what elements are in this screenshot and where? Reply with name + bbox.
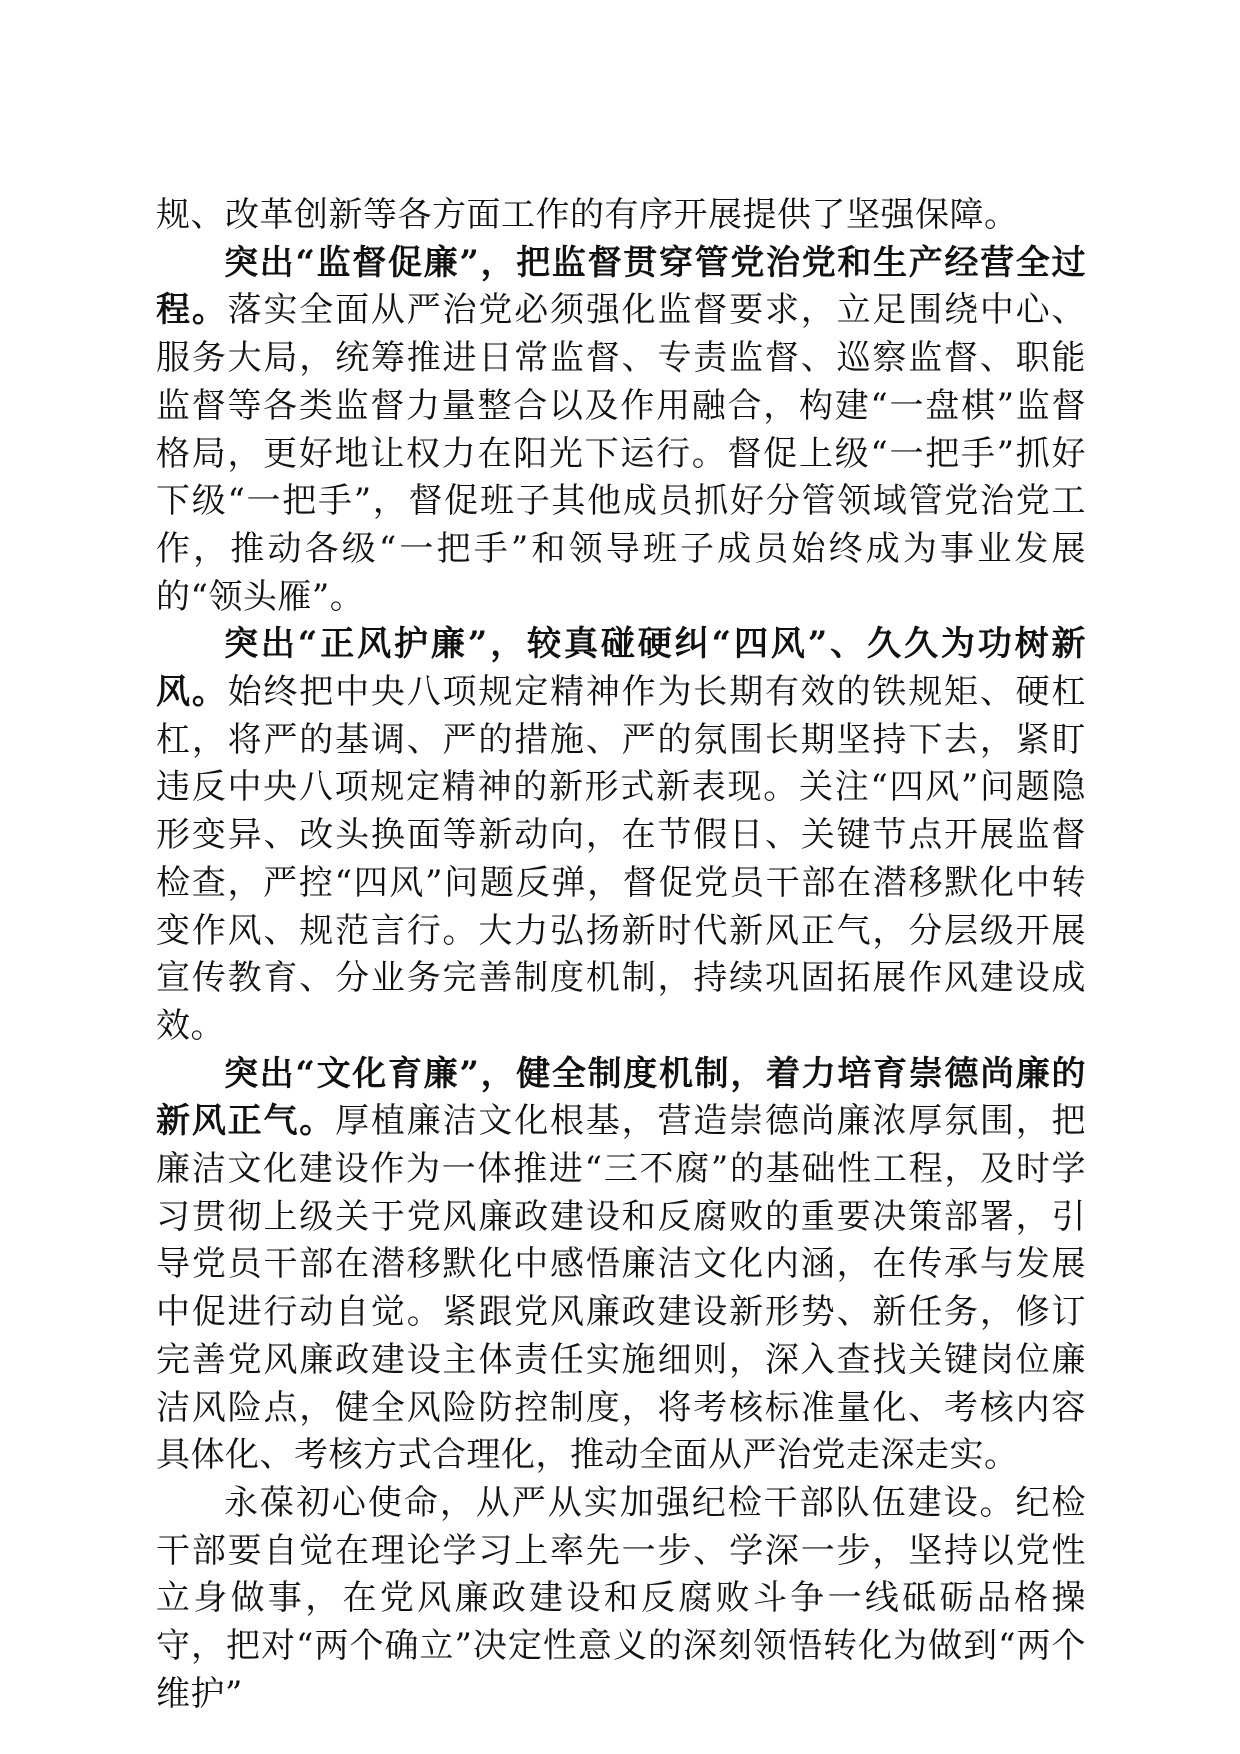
paragraph-supervision bbox=[156, 240, 1086, 622]
continuation-paragraph bbox=[156, 192, 1086, 240]
paragraph-heading: 突出“监督促廉”，把监督贯穿管党治党和生产经营全过程。 bbox=[156, 242, 1086, 331]
paragraph-heading: 突出“文化育廉”，健全制度机制，着力培育崇德尚廉的新风正气。 bbox=[156, 1053, 1086, 1142]
paragraph-conduct bbox=[156, 621, 1086, 1050]
paragraph-text: 永葆初心使命，从严从实加强纪检干部队伍建设。纪检干部要自觉在理论学习上率先一步、学深一步，坚持以党性立身做事，在党风廉政建设和反腐败斗争一线砥砺品格操守，把对“两个确立”决定性意义的深刻领悟转化为做到“两个维护” bbox=[156, 1482, 1086, 1714]
paragraph-text: 规、改革创新等各方面工作的有序开展提供了坚强保障。 bbox=[156, 195, 1019, 235]
paragraph-culture bbox=[156, 1051, 1086, 1480]
paragraph-text: 落实全面从严治党必须强化监督要求，立足围绕中心、服务大局，统筹推进日常监督、专责监督、巡察监督、职能监督等各类监督力量整合以及作用融合，构建“一盘棋”监督格局，更好地让权力在阳光下运行。督促上级“一把手”抓好下级“一把手”，督促班子其他成员抓好分管领域管党治党工作，推动各级“一把手”和领导班子成员始终成为事业发展的“领头雁”。 bbox=[156, 290, 1086, 617]
paragraph-heading: 突出“正风护廉”，较真碰硬纠“四风”、久久为功树新风。 bbox=[156, 624, 1086, 713]
document-body bbox=[156, 192, 1086, 1719]
paragraph-text: 始终把中央八项规定精神作为长期有效的铁规矩、硬杠杠，将严的基调、严的措施、严的氛围长期坚持下去，紧盯违反中央八项规定精神的新形式新表现。关注“四风”问题隐形变异、改头换面等新动向，在节假日、关键节点开展监督检查，严控“四风”问题反弹，督促党员干部在潜移默化中转变作风、规范言行。大力弘扬新时代新风正气，分层级开展宣传教育、分业务完善制度机制，持续巩固拓展作风建设成效。 bbox=[156, 672, 1086, 1046]
paragraph-text: 厚植廉洁文化根基，营造崇德尚廉浓厚氛围，把廉洁文化建设作为一体推进“三不腐”的基础性工程，及时学习贯彻上级关于党风廉政建设和反腐败的重要决策部署，引导党员干部在潜移默化中感悟廉洁文化内涵，在传承与发展中促进行动自觉。紧跟党风廉政建设新形势、新任务，修订完善党风廉政建设主体责任实施细则，深入查找关键岗位廉洁风险点，健全风险防控制度，将考核标准量化、考核内容具体化、考核方式合理化，推动全面从严治党走深走实。 bbox=[156, 1101, 1087, 1476]
paragraph-team-building bbox=[156, 1480, 1086, 1719]
